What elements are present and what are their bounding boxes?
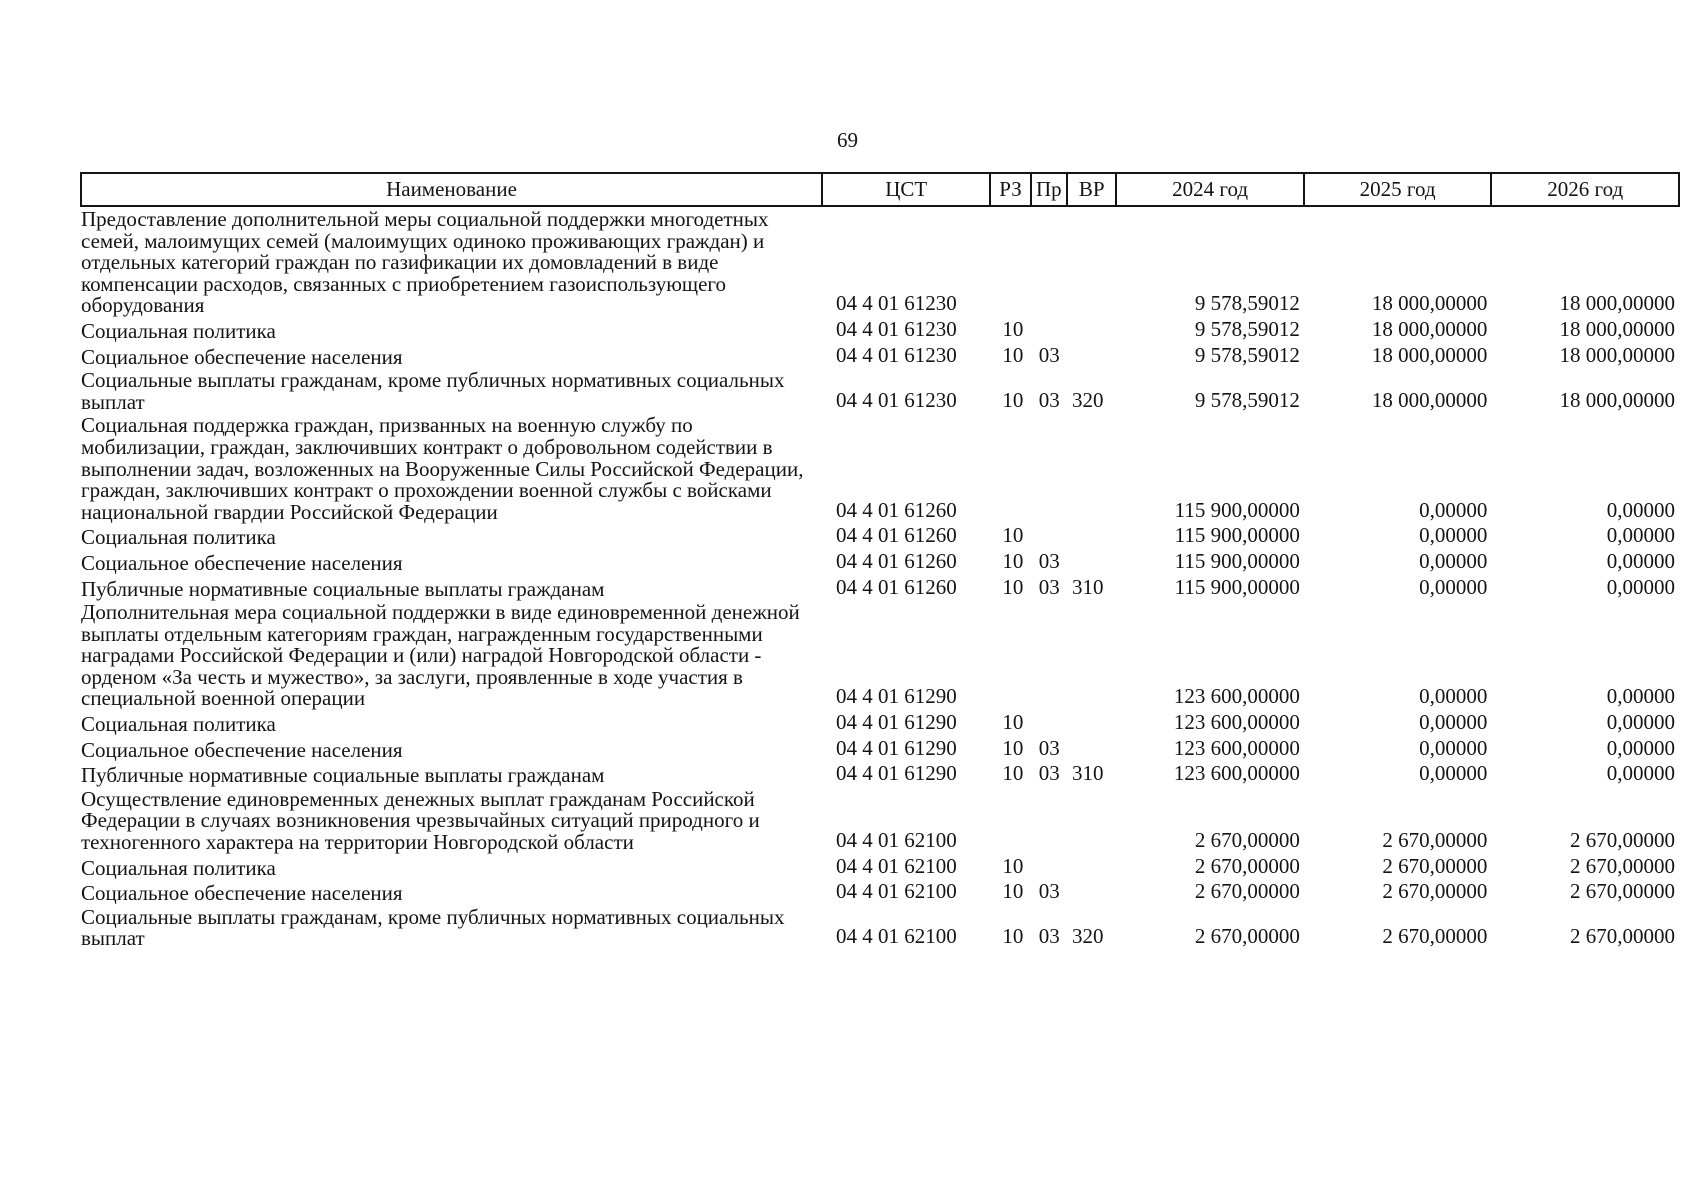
cell-cst: 04 4 01 61230 bbox=[836, 316, 957, 341]
cell-vr bbox=[1067, 856, 1116, 882]
cell-pr bbox=[1031, 712, 1067, 738]
cell-cst: 04 4 01 61260 bbox=[836, 523, 957, 548]
cell-name: Социальное обеспечение населения bbox=[81, 344, 403, 369]
cell-cst: 04 4 01 61230 bbox=[836, 342, 957, 367]
cell-cst: 04 4 01 61290 bbox=[836, 735, 957, 760]
cell-2024: 9 578,59012 bbox=[1194, 387, 1300, 412]
budget-table bbox=[80, 172, 1680, 952]
table-row bbox=[81, 602, 1679, 712]
cell-2025: 2 670,00000 bbox=[1382, 924, 1488, 949]
table-row bbox=[81, 577, 1679, 603]
cell-pr: 03 bbox=[1038, 761, 1060, 786]
cell-rz bbox=[990, 602, 1030, 712]
cell-vr bbox=[1067, 738, 1116, 764]
cell-rz: 10 bbox=[1002, 735, 1024, 760]
cell-vr bbox=[1067, 206, 1116, 319]
cell-vr bbox=[1067, 525, 1116, 551]
cell-name: Социальное обеспечение населения bbox=[81, 550, 403, 575]
cell-2026: 0,00000 bbox=[1606, 761, 1675, 786]
cell-cst: 04 4 01 61260 bbox=[836, 548, 957, 573]
cell-pr bbox=[1031, 415, 1067, 525]
cell-pr bbox=[1031, 789, 1067, 856]
cell-vr: 320 bbox=[1071, 387, 1104, 412]
table-row bbox=[81, 415, 1679, 525]
header-row bbox=[81, 173, 1679, 206]
cell-name: Социальное обеспечение населения bbox=[81, 881, 403, 906]
cell-name: Социальное обеспечение населения bbox=[81, 737, 403, 762]
cell-2024: 2 670,00000 bbox=[1194, 853, 1300, 878]
cell-2024: 9 578,59012 bbox=[1194, 342, 1300, 367]
cell-rz: 10 bbox=[1002, 574, 1024, 599]
table-row bbox=[81, 345, 1679, 371]
cell-2025: 18 000,00000 bbox=[1371, 342, 1488, 367]
table-row bbox=[81, 370, 1679, 415]
table-row bbox=[81, 712, 1679, 738]
table-row bbox=[81, 907, 1679, 952]
cell-pr: 03 bbox=[1038, 342, 1060, 367]
cell-name: Публичные нормативные социальные выплаты гражданам bbox=[81, 576, 605, 601]
cell-vr: 320 bbox=[1071, 924, 1104, 949]
cell-2025: 18 000,00000 bbox=[1371, 387, 1488, 412]
table-row bbox=[81, 763, 1679, 789]
cell-2024: 2 670,00000 bbox=[1194, 879, 1300, 904]
cell-2025: 2 670,00000 bbox=[1382, 828, 1488, 853]
cell-2025: 0,00000 bbox=[1419, 684, 1488, 709]
header-name: Наименование bbox=[81, 173, 822, 206]
header-2024: 2024 год bbox=[1116, 173, 1304, 206]
cell-rz: 10 bbox=[1002, 710, 1024, 735]
cell-2026: 18 000,00000 bbox=[1559, 342, 1675, 367]
cell-vr bbox=[1067, 602, 1116, 712]
cell-vr bbox=[1067, 319, 1116, 345]
cell-pr bbox=[1031, 856, 1067, 882]
cell-2026: 2 670,00000 bbox=[1570, 853, 1675, 878]
cell-name: Социальные выплаты гражданам, кроме публичных нормативных социальных выплат bbox=[81, 368, 785, 414]
cell-vr bbox=[1067, 881, 1116, 907]
cell-pr: 03 bbox=[1038, 924, 1060, 949]
cell-name: Социальная политика bbox=[81, 855, 276, 880]
cell-2025: 0,00000 bbox=[1419, 735, 1488, 760]
cell-2024: 2 670,00000 bbox=[1194, 924, 1300, 949]
cell-pr bbox=[1031, 206, 1067, 319]
cell-cst: 04 4 01 61260 bbox=[836, 574, 957, 599]
cell-2024: 123 600,00000 bbox=[1173, 761, 1300, 786]
cell-2026: 18 000,00000 bbox=[1559, 291, 1675, 316]
cell-2024: 9 578,59012 bbox=[1194, 316, 1300, 341]
cell-vr bbox=[1067, 345, 1116, 371]
cell-cst: 04 4 01 62100 bbox=[836, 853, 957, 878]
cell-2026: 2 670,00000 bbox=[1570, 924, 1675, 949]
cell-2026: 0,00000 bbox=[1606, 548, 1675, 573]
cell-rz: 10 bbox=[1002, 342, 1024, 367]
cell-rz: 10 bbox=[1002, 316, 1024, 341]
cell-cst: 04 4 01 61290 bbox=[836, 761, 957, 786]
table-row bbox=[81, 881, 1679, 907]
cell-name: Осуществление единовременных денежных выплат гражданам Российской Федерации в случаях возникновения чрезвычайных ситуаций природного и техногенного характера на территории Новгородской области bbox=[81, 786, 760, 855]
cell-pr: 03 bbox=[1038, 548, 1060, 573]
cell-2026: 2 670,00000 bbox=[1570, 879, 1675, 904]
cell-pr bbox=[1031, 602, 1067, 712]
cell-name: Социальная политика bbox=[81, 525, 276, 550]
cell-2024: 115 900,00000 bbox=[1174, 497, 1300, 522]
cell-2025: 2 670,00000 bbox=[1382, 853, 1488, 878]
cell-2024: 9 578,59012 bbox=[1194, 291, 1300, 316]
table-row bbox=[81, 525, 1679, 551]
table-row bbox=[81, 319, 1679, 345]
cell-cst: 04 4 01 61230 bbox=[836, 387, 957, 412]
cell-name: Публичные нормативные социальные выплаты гражданам bbox=[81, 763, 605, 788]
cell-name: Социальные выплаты гражданам, кроме публичных нормативных социальных выплат bbox=[81, 904, 785, 951]
cell-2025: 0,00000 bbox=[1419, 548, 1488, 573]
cell-2026: 0,00000 bbox=[1606, 735, 1675, 760]
cell-2026: 18 000,00000 bbox=[1559, 316, 1675, 341]
cell-2026: 0,00000 bbox=[1606, 523, 1675, 548]
cell-name: Социальная поддержка граждан, призванных на военную службу по мобилизации, граждан, заключивших контракт о добровольном содействии в выполнении задач, возложенных на Вооруженные Силы Российской Федерации, граждан, заключивших контракт о прохождении военной службы с войсками национальной гвардии Российской Федерации bbox=[81, 413, 804, 524]
cell-2025: 0,00000 bbox=[1419, 710, 1488, 735]
cell-vr bbox=[1067, 415, 1116, 525]
cell-vr bbox=[1067, 551, 1116, 577]
cell-rz bbox=[990, 206, 1030, 319]
cell-rz: 10 bbox=[1002, 761, 1024, 786]
cell-2026: 0,00000 bbox=[1606, 497, 1675, 522]
cell-cst: 04 4 01 61230 bbox=[836, 291, 957, 316]
cell-pr bbox=[1031, 319, 1067, 345]
cell-2025: 18 000,00000 bbox=[1371, 291, 1488, 316]
cell-pr: 03 bbox=[1038, 879, 1060, 904]
header-cst: ЦСТ bbox=[822, 173, 990, 206]
cell-rz bbox=[990, 415, 1030, 525]
header-2025: 2025 год bbox=[1304, 173, 1492, 206]
cell-2025: 0,00000 bbox=[1419, 523, 1488, 548]
cell-2024: 123 600,00000 bbox=[1173, 684, 1300, 709]
cell-name: Дополнительная мера социальной поддержки в виде единовременной денежной выплаты отдельным категориям граждан, награжденным государственными наградами Российской Федерации и (или) наградой Новгородской области - орденом «За честь и мужество», за заслуги, проявленные в ходе участия в специальной военной операции bbox=[81, 600, 800, 711]
table-row bbox=[81, 789, 1679, 856]
cell-2026: 0,00000 bbox=[1606, 684, 1675, 709]
table-row bbox=[81, 856, 1679, 882]
cell-2025: 0,00000 bbox=[1419, 761, 1488, 786]
cell-vr: 310 bbox=[1071, 574, 1104, 599]
cell-rz: 10 bbox=[1002, 523, 1024, 548]
cell-2024: 115 900,00000 bbox=[1174, 574, 1300, 599]
cell-cst: 04 4 01 61290 bbox=[836, 710, 957, 735]
cell-pr: 03 bbox=[1038, 574, 1060, 599]
cell-pr: 03 bbox=[1038, 735, 1060, 760]
cell-2026: 18 000,00000 bbox=[1559, 387, 1675, 412]
cell-rz: 10 bbox=[1002, 548, 1024, 573]
cell-rz bbox=[990, 789, 1030, 856]
cell-vr bbox=[1067, 789, 1116, 856]
cell-2026: 0,00000 bbox=[1606, 574, 1675, 599]
cell-2024: 2 670,00000 bbox=[1194, 828, 1300, 853]
header-pr: Пр bbox=[1031, 173, 1067, 206]
cell-cst: 04 4 01 62100 bbox=[836, 828, 957, 853]
cell-vr: 310 bbox=[1071, 761, 1104, 786]
cell-2024: 115 900,00000 bbox=[1174, 523, 1300, 548]
cell-2025: 18 000,00000 bbox=[1371, 316, 1488, 341]
cell-pr bbox=[1031, 525, 1067, 551]
cell-cst: 04 4 01 62100 bbox=[836, 924, 957, 949]
cell-rz: 10 bbox=[1002, 853, 1024, 878]
cell-cst: 04 4 01 61260 bbox=[836, 497, 957, 522]
cell-2024: 123 600,00000 bbox=[1173, 710, 1300, 735]
cell-cst: 04 4 01 61290 bbox=[836, 684, 957, 709]
cell-vr bbox=[1067, 712, 1116, 738]
table-row bbox=[81, 738, 1679, 764]
header-rz: РЗ bbox=[990, 173, 1030, 206]
cell-2024: 115 900,00000 bbox=[1174, 548, 1300, 573]
cell-2024: 123 600,00000 bbox=[1173, 735, 1300, 760]
table-row bbox=[81, 551, 1679, 577]
table-row bbox=[81, 206, 1679, 319]
cell-pr: 03 bbox=[1038, 387, 1060, 412]
cell-2025: 0,00000 bbox=[1419, 497, 1488, 522]
cell-name: Социальная политика bbox=[81, 712, 276, 737]
header-vr: ВР bbox=[1067, 173, 1116, 206]
cell-2026: 0,00000 bbox=[1606, 710, 1675, 735]
cell-2025: 2 670,00000 bbox=[1382, 879, 1488, 904]
cell-rz: 10 bbox=[1002, 387, 1024, 412]
cell-2025: 0,00000 bbox=[1419, 574, 1488, 599]
cell-name: Социальная политика bbox=[81, 318, 276, 343]
cell-name: Предоставление дополнительной меры социальной поддержки многодетных семей, малоимущих семей (малоимущих одиноко проживающих граждан) и отдельных категорий граждан по газификации их домовладений в виде компенсации расходов, связанных с приобретением газоиспользующего оборудования bbox=[81, 207, 769, 318]
cell-cst: 04 4 01 62100 bbox=[836, 879, 957, 904]
header-2026: 2026 год bbox=[1491, 173, 1679, 206]
page-number: 69 bbox=[837, 128, 858, 152]
cell-rz: 10 bbox=[1002, 879, 1024, 904]
table-body bbox=[81, 206, 1679, 952]
table-header bbox=[81, 173, 1679, 206]
cell-rz: 10 bbox=[1002, 924, 1024, 949]
cell-2026: 2 670,00000 bbox=[1570, 828, 1675, 853]
